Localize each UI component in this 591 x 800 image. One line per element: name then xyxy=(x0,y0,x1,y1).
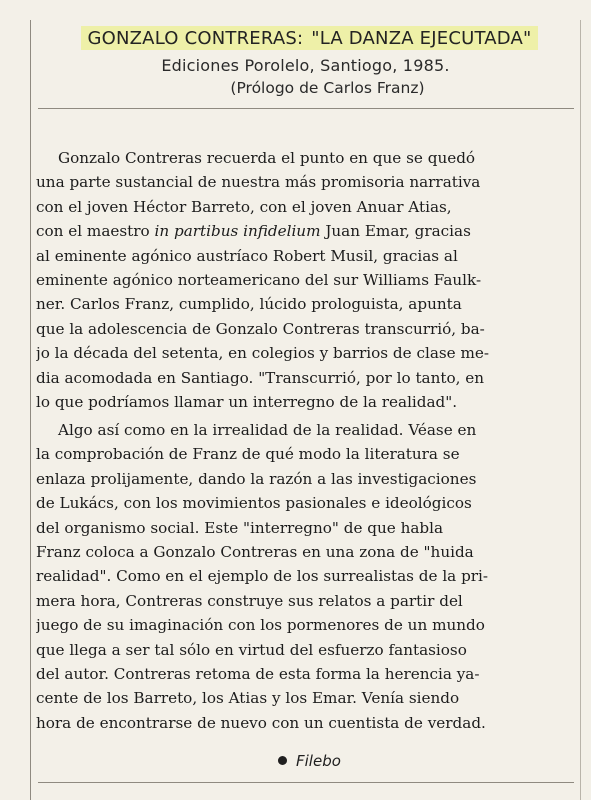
paragraph-line: hora de encontrarse de nuevo con un cuentista de verdad. xyxy=(36,713,486,732)
paragraph-1 xyxy=(36,146,576,414)
paragraph-line: juego de su imaginación con los pormenores de un mundo xyxy=(36,616,485,635)
paragraph-line: dia acomodada en Santiago. "Transcurrió, por lo tanto, en xyxy=(36,368,485,387)
paragraph-line: mera hora, Contreras construye sus relatos a partir del xyxy=(36,591,463,610)
paragraph-line: Franz coloca a Gonzalo Contreras en una zona de "huida xyxy=(36,543,474,562)
paragraph-line: eminente agónico norteamericano del sur Williams Faulk- xyxy=(36,271,482,290)
paragraph-2 xyxy=(36,418,576,735)
paragraph-line: con el maestro in partibus infidelium Juan Emar, gracias xyxy=(36,222,471,241)
paragraph-line: Algo así como en la irrealidad de la realidad. Véase en xyxy=(58,421,477,439)
paragraph-line: del organismo social. Este "interregno" de que habla xyxy=(36,518,444,537)
paragraph-line: del autor. Contreras retoma de esta forma la herencia ya- xyxy=(36,665,480,684)
paragraph-line: cente de los Barreto, los Atias y los Emar. Venía siendo xyxy=(36,689,460,708)
publisher-line: Ediciones Porolelo, Santiogo, 1985. xyxy=(161,56,450,75)
latin-phrase: in partibus infidelium xyxy=(154,222,321,241)
paragraph-line: al eminente agónico austríaco Robert Musil, gracias al xyxy=(36,246,458,265)
title-author: GONZALO CONTRERAS: xyxy=(87,28,304,49)
paragraph-line: ner. Carlos Franz, cumplido, lúcido prologuista, apunta xyxy=(36,295,462,314)
paragraph-line: que la adolescencia de Gonzalo Contreras transcurrió, ba- xyxy=(36,319,485,338)
paragraph-line: una parte sustancial de nuestra más promisoria narrativa xyxy=(36,173,481,192)
paragraph-line: realidad". Como en el ejemplo de los surrealistas de la pri- xyxy=(36,567,489,586)
right-border-line xyxy=(580,20,581,800)
prologue-line: (Prólogo de Carlos Franz) xyxy=(230,79,425,97)
left-border-line xyxy=(30,20,31,800)
signature-name: Filebo xyxy=(296,752,341,770)
paragraph-line: jo la década del setenta, en colegios y barrios de clase me- xyxy=(36,344,490,363)
paragraph-line: Gonzalo Contreras recuerda el punto en que se quedó xyxy=(58,149,476,167)
paragraph-line: lo que podríamos llamar un interregno de la realidad". xyxy=(36,393,458,412)
article-title xyxy=(81,26,537,50)
header-divider xyxy=(38,108,574,109)
paragraph-line: con el joven Héctor Barreto, con el joven Anuar Atias, xyxy=(36,197,452,216)
footer-divider xyxy=(38,782,574,783)
paragraph-line: la comprobación de Franz de qué modo la literatura se xyxy=(36,445,460,464)
article-header xyxy=(40,26,571,97)
bullet-icon xyxy=(278,756,287,765)
title-book: "LA DANZA EJECUTADA" xyxy=(311,28,532,49)
paragraph-line: que llega a ser tal sólo en virtud del esfuerzo fantasioso xyxy=(36,640,467,659)
paragraph-line: de Lukács, con los movimientos pasionales e ideológicos xyxy=(36,494,472,513)
paragraph-line: enlaza prolijamente, dando la razón a las investigaciones xyxy=(36,469,477,488)
author-signature xyxy=(278,752,341,770)
